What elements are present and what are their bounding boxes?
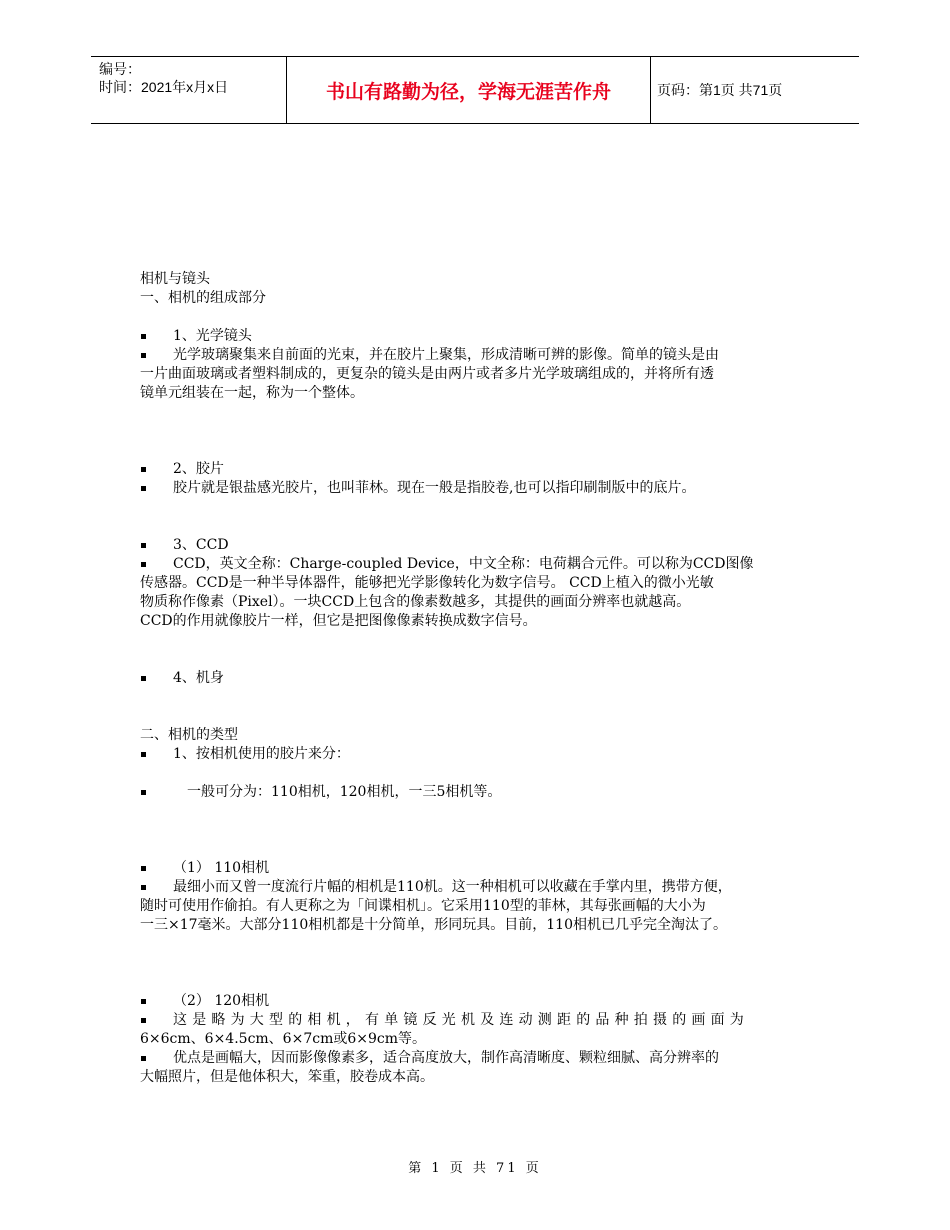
- item-heading-110: （1） 110相机: [173, 860, 270, 876]
- list-item: [140, 783, 808, 802]
- paragraph-line: 胶片就是银盐感光胶片，也叫菲林。现在一般是指胶卷,也可以指印刷制版中的底片。: [173, 480, 696, 496]
- paragraph-line: 传感器。CCD是一种半导体器件，能够把光学影像转化为数字信号。 CCD上植入的微小光敏: [140, 575, 714, 591]
- list-item: [140, 327, 808, 346]
- bullet-icon: [140, 555, 173, 574]
- list-item: [140, 669, 808, 688]
- item-heading-lens: 1、光学镜头: [173, 328, 252, 344]
- bullet-icon: [140, 460, 173, 479]
- paragraph-line: CCD，英文全称：Charge-coupled Device，中文全称：电荷耦合元件。可以称为CCD图像: [173, 556, 754, 572]
- document-time-label: 时间：2021年x月x日: [99, 79, 229, 95]
- bullet-icon: [140, 992, 173, 1011]
- paragraph-line: 镜单元组装在一起，称为一个整体。: [140, 385, 364, 401]
- bullet-icon: [140, 669, 173, 688]
- list-item: [140, 479, 808, 498]
- section-heading-2: 二、相机的类型: [140, 727, 238, 743]
- bullet-icon: [140, 878, 173, 897]
- list-item: [140, 460, 808, 479]
- paragraph-line: CCD的作用就像胶片一样，但它是把图像像素转换成数字信号。: [140, 613, 537, 629]
- bullet-icon: [140, 479, 173, 498]
- paragraph-line: 物质称作像素（Pixel）。一块CCD上包含的像素数越多，其提供的画面分辨率也就越高。: [140, 594, 691, 610]
- bullet-icon: [140, 1049, 173, 1068]
- document-body: [140, 270, 808, 1087]
- item-heading-120: （2） 120相机: [173, 993, 270, 1009]
- list-item: [140, 878, 808, 897]
- list-item: [140, 745, 808, 764]
- list-item: [140, 859, 808, 878]
- paragraph-line: 一三×17毫米。大部分110相机都是十分简单，形同玩具。目前，110相机已几乎完全淘汰了。: [140, 917, 727, 933]
- bullet-icon: [140, 536, 173, 555]
- list-item: [140, 555, 808, 574]
- header-motto: 书山有路勤为径，学海无涯苦作舟: [286, 57, 651, 123]
- list-item: [140, 536, 808, 555]
- bullet-icon: [140, 859, 173, 878]
- item-heading-film: 2、胶片: [173, 461, 224, 477]
- paragraph-line: 这是略为大型的相机，有单镜反光机及连动测距的品种拍摄的画面为: [173, 1012, 749, 1028]
- bullet-icon: [140, 346, 173, 365]
- paragraph-line: 最细小而又曾一度流行片幅的相机是110机。这一种相机可以收藏在手掌内里，携带方便，: [173, 879, 732, 895]
- paragraph-line: 一般可分为：110相机，120相机，一三5相机等。: [187, 784, 502, 800]
- header-meta: [99, 60, 289, 96]
- page-footer: 第 1 页 共 71 页: [408, 1161, 542, 1176]
- paragraph-line: 大幅照片，但是他体积大，笨重，胶卷成本高。: [140, 1069, 434, 1085]
- list-item: [140, 1011, 808, 1030]
- list-item: [140, 346, 808, 365]
- document-title: 相机与镜头: [140, 271, 210, 287]
- bullet-icon: [140, 1011, 173, 1030]
- item-heading-by-film: 1、按相机使用的胶片来分：: [173, 746, 350, 762]
- page-header: [91, 56, 859, 124]
- item-heading-ccd: 3、CCD: [173, 537, 229, 553]
- paragraph-line: 一片曲面玻璃或者塑料制成的，更复杂的镜头是由两片或者多片光学玻璃组成的，并将所有透: [140, 366, 714, 382]
- paragraph-line: 光学玻璃聚集来自前面的光束，并在胶片上聚集，形成清晰可辨的影像。简单的镜头是由: [173, 347, 719, 363]
- list-item: [140, 992, 808, 1011]
- list-item: [140, 1049, 808, 1068]
- bullet-icon: [140, 327, 173, 346]
- bullet-icon: [140, 745, 173, 764]
- header-page-info: 页码：第1页 共71页: [657, 82, 783, 98]
- bullet-icon: [140, 783, 173, 802]
- paragraph-line: 6×6cm、6×4.5cm、6×7cm或6×9cm等。: [140, 1031, 427, 1047]
- paragraph-line: 随时可使用作偷拍。有人更称之为「间谍相机」。它采用110型的菲林，其每张画幅的大小为: [140, 898, 706, 914]
- item-heading-body: 4、机身: [173, 670, 224, 686]
- document-number-label: 编号：: [99, 61, 141, 77]
- paragraph-line: 优点是画幅大，因而影像像素多，适合高度放大，制作高清晰度、颗粒细腻、高分辨率的: [173, 1050, 719, 1066]
- section-heading-1: 一、相机的组成部分: [140, 290, 266, 306]
